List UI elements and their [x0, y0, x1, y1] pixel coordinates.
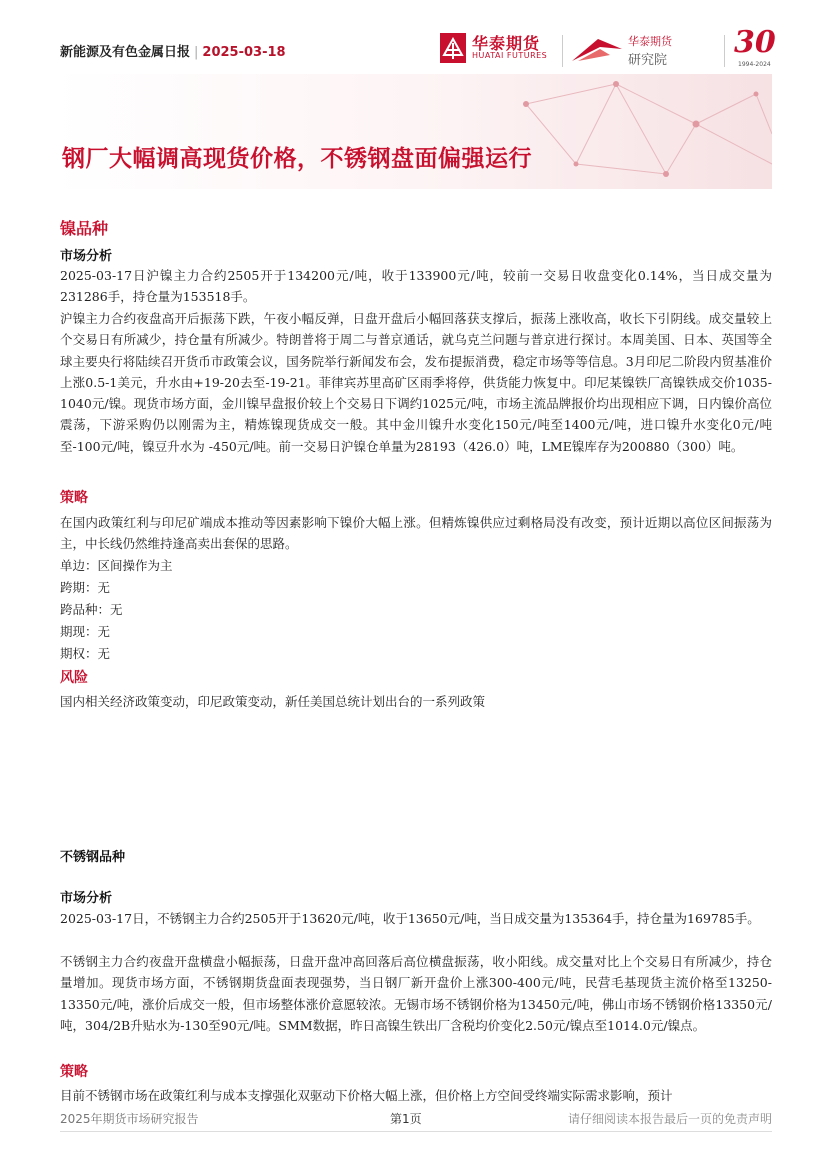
nickel-risk-para: 国内相关经济政策变动，印尼政策变动，新任美国总统计划出台的一系列政策 — [60, 694, 486, 709]
page-footer — [60, 1110, 772, 1128]
stainless-market-para-2: 不锈钢主力合约夜盘开盘横盘小幅振荡，日盘开盘冲高回落后高位横盘振荡，收小阳线。成交量对比上个交易日有所减少，持仓量增加。现货市场方面，不锈钢期货盘面表现强势，当日钢厂新开盘价上涨300-400元/吨，民营毛基现货主流价格至13250-13350元/吨，涨价后成交一般，但市场整体涨价意愿较浓。无锡市场不锈钢价格为13450元/吨，佛山市场不锈钢价格13350元/吨，304/2B升贴水为-130至90元/吨。SMM数据，昨日高镍生铁出厂含税均价变化2.50元/镍点至1014.0元/镍点。 — [60, 954, 772, 1033]
footer-disclaimer-note: 请仔细阅读本报告最后一页的免责声明 — [567, 1112, 772, 1126]
stainless-section-title: 不锈钢品种 — [60, 850, 126, 865]
logo-cn-text: 华泰期货 — [472, 34, 541, 53]
footer-report-label: 2025年期货市场研究报告 — [60, 1112, 199, 1126]
stainless-strategy-title: 策略 — [60, 1064, 88, 1080]
logo-group — [440, 25, 790, 75]
nickel-strategy-item: 跨期：无 — [60, 580, 111, 595]
nickel-market-para-2: 沪镍主力合约夜盘高开后振荡下跌，午夜小幅反弹，日盘开盘后小幅回落获支撑后，振荡上涨收高，收长下引阴线。成交量较上个交易日有所减少，持仓量有所减少。特朗普将于周二与普京通话，就乌克兰问题与普京进行探讨。本周美国、日本、英国等全球主要央行将陆续召开货币市政策会议，国务院举行新闻发布会，发布提振消费，稳定市场等等信息。3月印尼二阶段内贸基准价上涨0.5-1美元，升水由+19-20去至-19-21。菲律宾苏里高矿区雨季将停，供货能力恢复中。印尼某镍铁厂高镍铁成交价1035-1040元/镍。现货市场方面，金川镍早盘报价较上个交易日下调约1025元/吨，市场主流品牌报价均出现相应下调，日内镍价高位震荡，下游采购仍以刚需为主，精炼镍现货成交一般。其中金川镍升水变化150元/吨至1400元/吨，进口镍升水变化0元/吨至-100元/吨，镍豆升水为 -450元/吨。前一交易日沪镍仓单量为28193（426.0）吨，LME镍库存为200880（300）吨。 — [60, 311, 772, 454]
logo-divider-2 — [724, 35, 725, 67]
logo-en-text: HUATAI FUTURES — [472, 51, 548, 60]
nickel-strategy-item: 期权：无 — [60, 646, 111, 661]
logo-divider — [562, 35, 563, 67]
nickel-market-para-1: 2025-03-17日沪镍主力合约2505开于134200元/吨，收于133900元/吨，较前一交易日收盘变化0.14%，当日成交量为231286手，持仓量为153518手。 — [60, 268, 772, 305]
nickel-strategy-title: 策略 — [60, 490, 88, 506]
nickel-strategy-item: 期现：无 — [60, 624, 111, 639]
page-headline: 钢厂大幅调高现货价格，不锈钢盘面偏强运行 — [62, 146, 532, 172]
report-date: 2025-03-18 — [202, 45, 286, 60]
anniversary-years: 1994-2024 — [738, 61, 771, 68]
huatai-emblem-icon — [440, 33, 466, 63]
anniversary-logo — [734, 27, 794, 71]
report-name: 新能源及有色金属日报 — [60, 45, 191, 60]
stainless-strategy-para: 目前不锈钢市场在政策红利与成本支撑强化双驱动下价格大幅上涨，但价格上方空间受终端实际需求影响，预计 — [60, 1088, 673, 1103]
research-institute-logo — [570, 31, 710, 71]
header-separator: | — [194, 45, 199, 60]
page-number: 第1页 — [390, 1112, 422, 1126]
stainless-market-title: 市场分析 — [60, 891, 113, 906]
nickel-strategy-item: 跨品种：无 — [60, 602, 123, 617]
report-title — [60, 41, 286, 60]
nickel-strategy-item: 单边：区间操作为主 — [60, 558, 173, 573]
footer-divider — [60, 1131, 772, 1132]
page-header — [60, 25, 790, 75]
nickel-strategy-para: 在国内政策红利与印尼矿端成本推动等因素影响下镍价大幅上涨。但精炼镍供应过剩格局没有改变，预计近期以高位区间振荡为主，中长线仍然维持逢高卖出套保的思路。 — [60, 515, 772, 552]
nickel-market-title: 市场分析 — [60, 249, 113, 264]
anniversary-number: 30 — [734, 25, 776, 60]
research-logo-line2: 研究院 — [628, 53, 668, 68]
research-logo-line1: 华泰期货 — [628, 35, 672, 48]
research-emblem-icon — [570, 35, 624, 65]
nickel-section-title: 镍品种 — [60, 219, 109, 238]
huatai-futures-logo — [440, 31, 560, 71]
stainless-market-para-1: 2025-03-17日，不锈钢主力合约2505开于13620元/吨，收于13650元/吨，当日成交量为135364手，持仓量为169785手。 — [60, 911, 760, 926]
nickel-risk-title: 风险 — [60, 670, 88, 686]
